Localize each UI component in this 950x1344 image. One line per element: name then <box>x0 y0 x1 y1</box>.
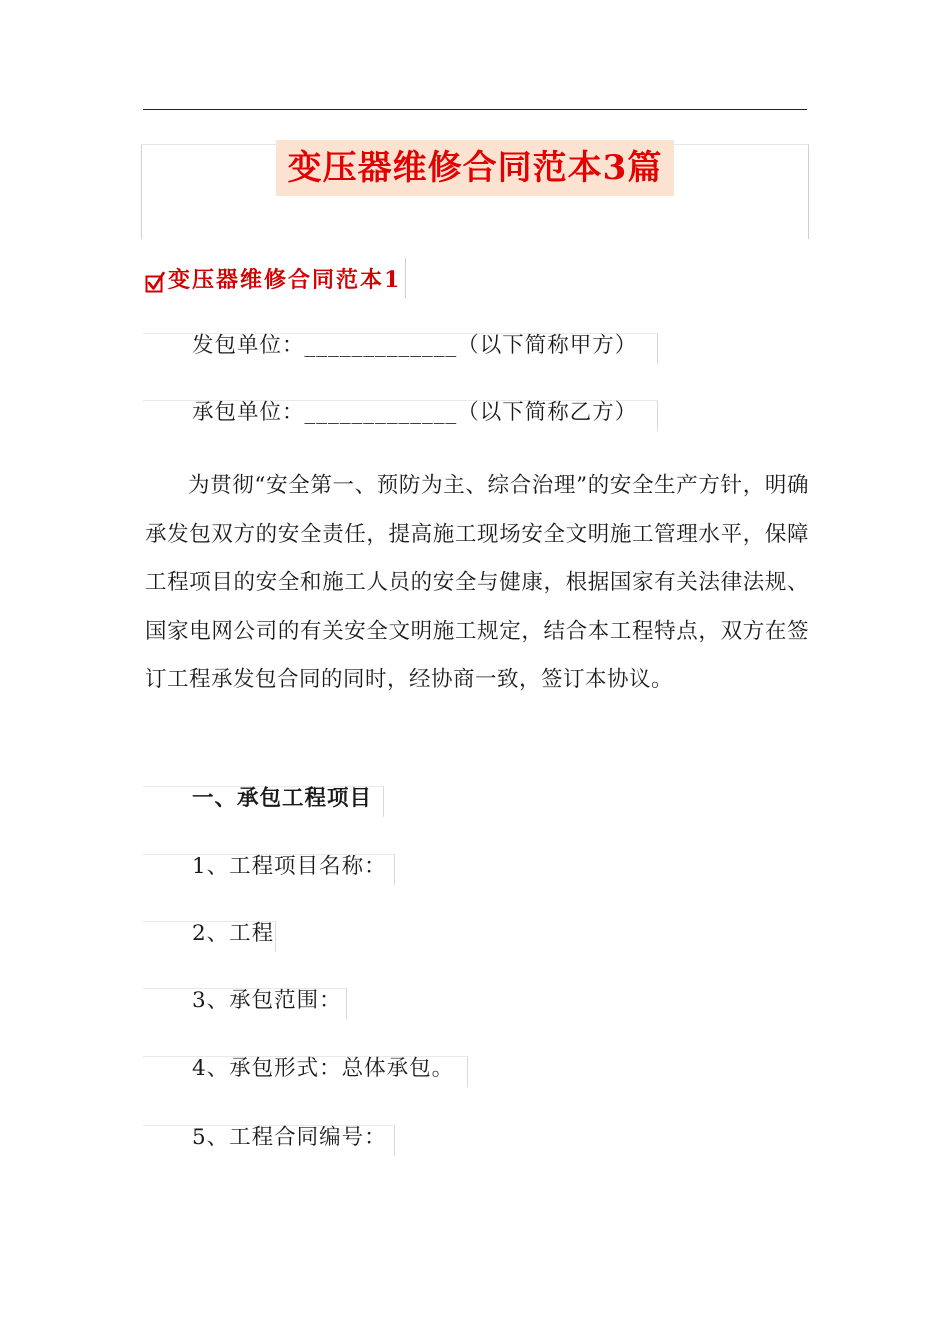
document-title: 变压器维修合同范本3篇 <box>276 140 674 196</box>
contractor-line: 承包单位：_____________（以下简称乙方） <box>192 400 638 425</box>
list-item: 5、工程合同编号： <box>192 1125 387 1150</box>
header-rule <box>143 109 807 110</box>
list-item: 2、工程 <box>192 921 275 946</box>
subsection-heading: 一、承包工程项目 <box>192 786 373 811</box>
list-item: 4、承包形式：总体承包。 <box>192 1056 455 1081</box>
checkbox-checked-icon <box>145 271 165 295</box>
list-item: 3、承包范围： <box>192 988 342 1013</box>
list-item: 1、工程项目名称： <box>192 854 387 879</box>
employer-line: 发包单位：_____________（以下简称甲方） <box>192 333 638 358</box>
intro-paragraph: 为贯彻“安全第一、预防为主、综合治理”的安全生产方针，明确承发包双方的安全责任，提高施工现场安全文明施工管理水平，保障工程项目的安全和施工人员的安全与健康，根据国家有关法律法规、国家电网公司的有关安全文明施工规定，结合本工程特点，双方在签订工程承发包合同的同时，经协商一致，签订本协议。 <box>145 473 809 692</box>
section-heading <box>145 258 406 298</box>
section-heading-text: 变压器维修合同范本1 <box>168 266 402 293</box>
